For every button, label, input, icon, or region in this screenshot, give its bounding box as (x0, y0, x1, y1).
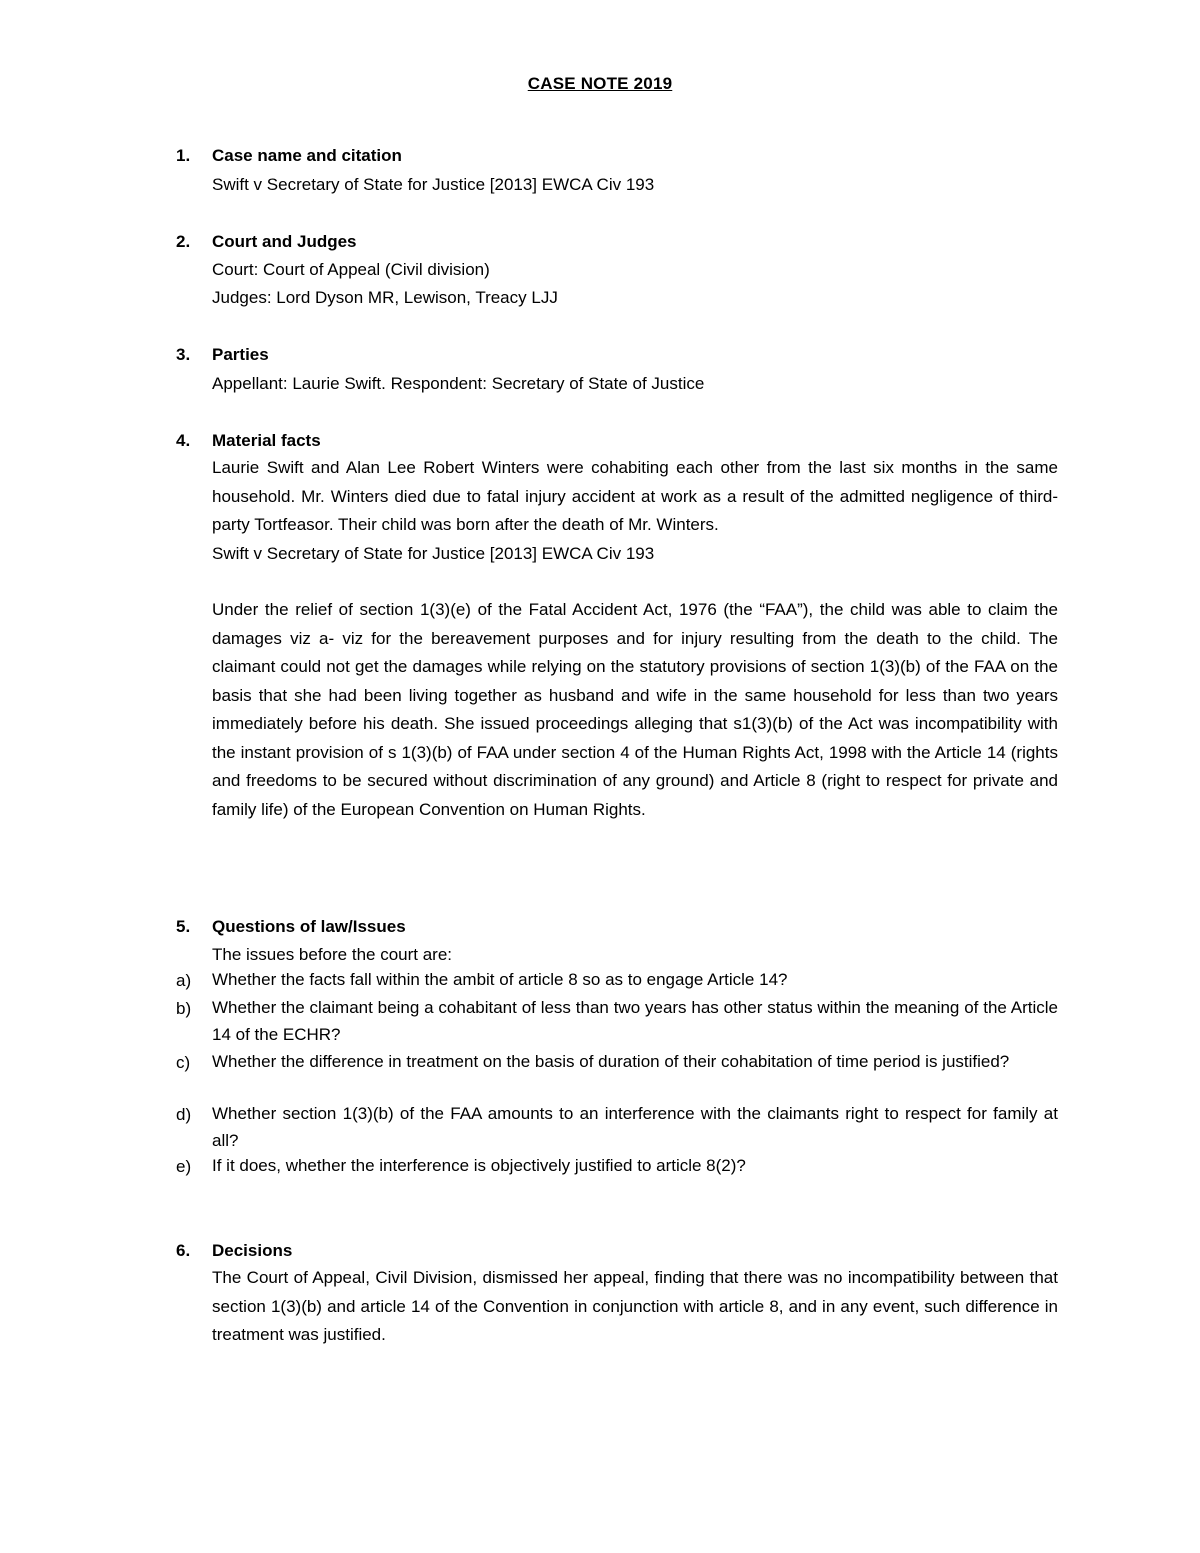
section-number: 5. (176, 917, 191, 936)
material-facts-paragraph: Under the relief of section 1(3)(e) of the Fatal Accident Act, 1976 (the “FAA”), the child was able to claim the damages viz a- viz for the bereavement purposes and for injury resulting from the death to the child. The claimant could not get the damages while relying on the statutory provisions of section 1(3)(b) of the FAA on the basis that she had been living together as husband and wife in the same household for less than two years immediately before his death. She issued proceedings alleging that s1(3)(b) of the Act was incompatibility with the instant provision of s 1(3)(b) of FAA under section 4 of the Human Rights Act, 1998 with the Article 14 (rights and freedoms to be secured without discrimination of any ground) and Article 8 (right to respect for private and family life) of the European Convention on Human Rights. (212, 600, 1058, 819)
issue-text: Whether the difference in treatment on the basis of duration of their cohabitation of time period is justified? (212, 1052, 1010, 1071)
issue-label: d) (176, 1105, 192, 1124)
document-title: CASE NOTE 2019 (527, 74, 673, 93)
section-number: 1. (176, 146, 191, 165)
section-number: 4. (176, 431, 191, 450)
issue-text: Whether section 1(3)(b) of the FAA amounts to an interference with the claimants right to respect for family at all? (212, 1104, 1058, 1150)
decision-paragraph: The Court of Appeal, Civil Division, dismissed her appeal, finding that there was no incompatibility between that section 1(3)(b) and article 14 of the Convention in conjunction with article 8, and in any event, such difference in treatment was justified. (212, 1268, 1058, 1344)
section-heading-material-facts: Material facts (212, 431, 321, 450)
court-line: Court: Court of Appeal (Civil division) (212, 260, 490, 279)
issue-text: Whether the claimant being a cohabitant of less than two years has other status within the meaning of the Article 14 of the ECHR? (212, 998, 1058, 1044)
section-heading-case-name: Case name and citation (212, 146, 402, 165)
issue-text: If it does, whether the interference is objectively justified to article 8(2)? (212, 1156, 746, 1175)
section-heading-decisions: Decisions (212, 1241, 293, 1260)
issue-label: a) (176, 971, 192, 990)
parties-line: Appellant: Laurie Swift. Respondent: Secretary of State of Justice (212, 374, 705, 393)
section-heading-court-judges: Court and Judges (212, 232, 357, 251)
case-citation: Swift v Secretary of State for Justice [2013] EWCA Civ 193 (212, 175, 655, 194)
section-number: 2. (176, 232, 191, 251)
section-heading-parties: Parties (212, 345, 269, 364)
material-facts-citation: Swift v Secretary of State for Justice [2013] EWCA Civ 193 (212, 544, 655, 563)
judges-line: Judges: Lord Dyson MR, Lewison, Treacy LJJ (212, 288, 558, 307)
issue-label: c) (176, 1053, 191, 1072)
issue-text: Whether the facts fall within the ambit of article 8 so as to engage Article 14? (212, 970, 788, 989)
issues-intro: The issues before the court are: (212, 945, 453, 964)
material-facts-paragraph: Laurie Swift and Alan Lee Robert Winters were cohabiting each other from the last six months in the same household. Mr. Winters died due to fatal injury accident at work as a result of the admitted negligence of third-party Tortfeasor. Their child was born after the death of Mr. Winters. (212, 458, 1058, 534)
section-number: 3. (176, 345, 191, 364)
section-number: 6. (176, 1241, 191, 1260)
issue-label: e) (176, 1157, 192, 1176)
section-heading-questions-of-law: Questions of law/Issues (212, 917, 406, 936)
issue-label: b) (176, 999, 192, 1018)
